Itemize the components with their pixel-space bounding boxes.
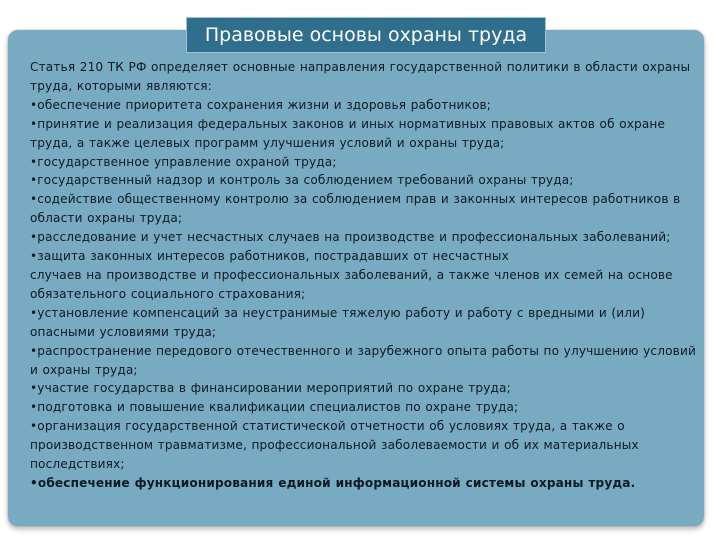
list-item: •обеспечение функционирования единой информационной системы охраны труда. (30, 475, 636, 490)
list-item: •защита законных интересов работников, пострадавших от несчастных (30, 249, 509, 264)
list-item: случаев на производстве и профессиональных заболеваний, а также членов их семей на основе обязательного социального страхования; (30, 267, 673, 301)
list-item: •организация государственной статистической отчетности об условиях труда, а также о производственном травматизме, профессиональной заболеваемости и об их материальных последствиях; (30, 419, 639, 472)
body-text (30, 58, 700, 493)
intro-paragraph: Статья 210 ТК РФ определяет основные направления государственной политики в области охраны труда, которыми являются: (30, 60, 691, 93)
slide-title: Правовые основы охраны труда (186, 17, 546, 53)
list-item: •государственный надзор и контроль за соблюдением требований охраны труда; (30, 173, 574, 188)
list-item: •подготовка и повышение квалификации специалистов по охране труда; (30, 400, 519, 415)
list-item: •участие государства в финансировании мероприятий по охране труда; (30, 381, 511, 396)
list-item: •принятие и реализация федеральных законов и иных нормативных правовых актов об охране труда, а также целевых программ улучшения условий и охраны труда; (30, 116, 666, 150)
list-item: •распространение передового отечественного и зарубежного опыта работы по улучшению условий и охраны труда; (30, 343, 696, 377)
list-item: •государственное управление охраной труда; (30, 154, 337, 169)
list-item: •обеспечение приоритета сохранения жизни и здоровья работников; (30, 97, 492, 112)
list-item: •содействие общественному контролю за соблюдением прав и законных интересов работников в области охраны труда; (30, 192, 681, 226)
list-item: •расследование и учет несчастных случаев на производстве и профессиональных заболеваний; (30, 230, 671, 245)
list-item: •установление компенсаций за неустранимые тяжелую работу и работу с вредными и (или) опасными условиями труда; (30, 305, 646, 339)
